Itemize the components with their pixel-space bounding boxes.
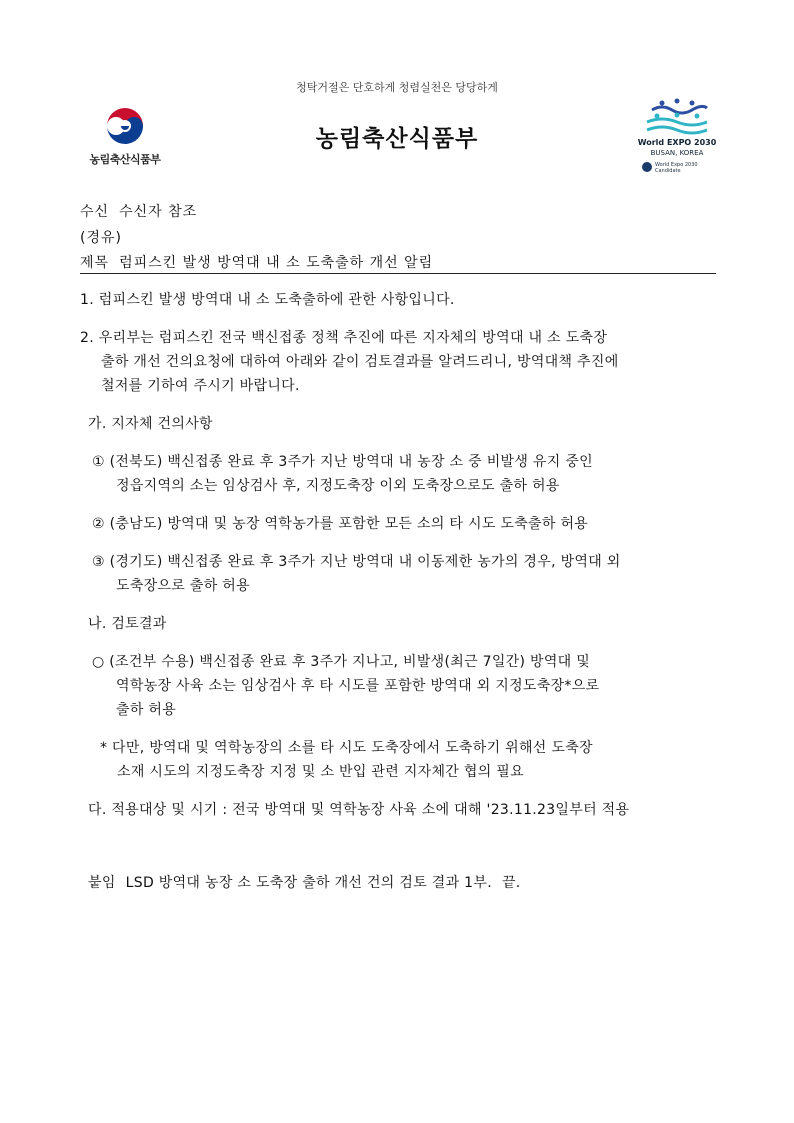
expo-candidate-circle-icon	[642, 162, 652, 172]
list-item-2: ② (충남도) 방역대 및 농장 역학농가를 포함한 모든 소의 타 시도 도축출하 허용	[92, 516, 589, 532]
ministry-logo-text: 농림축산식품부	[89, 153, 161, 166]
subject-line	[80, 252, 433, 272]
paragraph-2: 2. 우리부는 럼피스킨 전국 백신접종 정책 추진에 따른 지자체의 방역대 내 소 도축장 출하 개선 건의요청에 대하여 아래와 같이 검토결과를 알려드리니, 방역대책 추진에 철저를 기하여 주시기 바랍니다.	[80, 330, 619, 394]
expo-subtitle: World Expo 2030 Candidate	[655, 162, 698, 174]
attachment-label: 붙임	[88, 875, 116, 891]
recipient-line	[80, 201, 197, 221]
review-result: ○ (조건부 수용) 백신접종 완료 후 3주가 지나고, 비발생(최근 7일간) 방역대 및 역학농장 사육 소는 임상검사 후 타 시도를 포함한 방역대 외 지정도축장*으로 출하 허용	[92, 654, 600, 718]
header-divider	[80, 273, 716, 274]
recipient-value: 수신자 참조	[119, 204, 198, 220]
list-item-1: ① (전북도) 백신접종 완료 후 3주가 지난 방역대 내 농장 소 중 비발생 유지 중인 정읍지역의 소는 임상검사 후, 지정도축장 이외 도축장으로도 출하 허용	[92, 454, 593, 494]
via-line: (경유)	[80, 230, 122, 246]
recipient-label: 수신	[80, 204, 110, 220]
section-da-heading: 다. 적용대상 및 시기 : 전국 방역대 및 역학농장 사육 소에 대해 '23.11.23일부터 적용	[88, 802, 630, 818]
subject-label: 제목	[80, 255, 110, 271]
paragraph-1: 1. 럼피스킨 발생 방역대 내 소 도축출하에 관한 사항입니다.	[80, 292, 455, 308]
expo-waves-icon	[632, 98, 722, 138]
section-na-heading: 나. 검토결과	[88, 616, 167, 632]
motto: 청탁거절은 단호하게 청렴실천은 당당하게	[296, 81, 498, 94]
ministry-title: 농림축산식품부	[315, 126, 479, 152]
attachment-end: 끝.	[501, 875, 521, 891]
world-expo-logo	[632, 98, 722, 178]
review-note: * 다만, 방역대 및 역학농장의 소를 타 시도 도축장에서 도축하기 위해선 도축장 소재 시도의 지정도축장 지정 및 소 반입 관련 지자체간 협의 필요	[100, 740, 593, 780]
expo-title: World EXPO 2030 BUSAN, KOREA	[637, 138, 717, 157]
attachment-value: LSD 방역대 농장 소 도축장 출하 개선 건의 검토 결과 1부.	[125, 875, 492, 891]
attachment-line	[88, 872, 521, 892]
subject-value: 럼피스킨 발생 방역대 내 소 도축출하 개선 알림	[119, 255, 434, 271]
section-ga-heading: 가. 지자체 건의사항	[88, 416, 213, 432]
list-item-3: ③ (경기도) 백신접종 완료 후 3주가 지난 방역대 내 이동제한 농가의 경우, 방역대 외 도축장으로 출하 허용	[92, 554, 621, 594]
